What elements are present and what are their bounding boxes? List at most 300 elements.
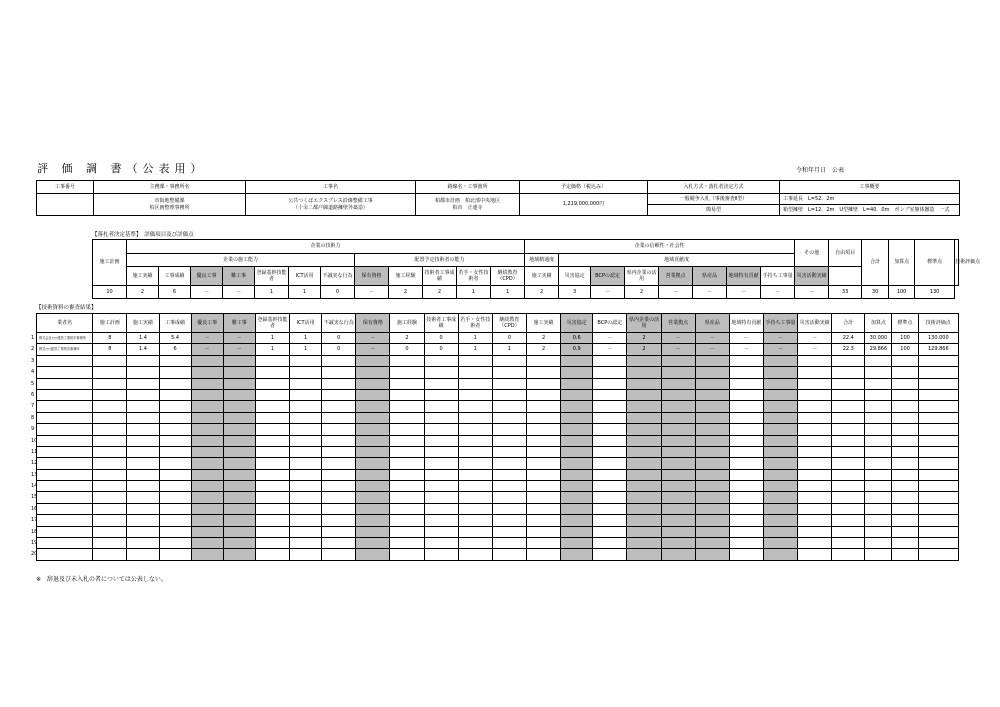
result-value-cell bbox=[93, 549, 127, 560]
result-value-cell: 2 bbox=[526, 333, 560, 344]
result-value-cell bbox=[593, 446, 627, 457]
results-row bbox=[37, 492, 959, 503]
criteria-value: 130 bbox=[915, 286, 955, 299]
result-value-cell bbox=[223, 492, 255, 503]
office-line: 柏区画整理事務所 bbox=[149, 204, 190, 211]
result-value-cell bbox=[223, 446, 255, 457]
result-value-cell: － bbox=[798, 344, 832, 355]
col-header: 施工実績 bbox=[525, 267, 559, 286]
result-value-cell bbox=[661, 424, 695, 435]
result-value-cell bbox=[763, 538, 797, 549]
result-value-cell bbox=[458, 458, 492, 469]
result-value-cell bbox=[390, 469, 424, 480]
result-value-cell: － bbox=[763, 344, 797, 355]
result-value-cell bbox=[390, 538, 424, 549]
result-value-cell bbox=[322, 503, 356, 514]
result-value-cell bbox=[159, 446, 191, 457]
result-value-cell bbox=[290, 538, 322, 549]
result-value-cell bbox=[918, 549, 958, 560]
result-value-cell bbox=[865, 538, 892, 549]
result-value-cell bbox=[892, 503, 918, 514]
result-value-cell bbox=[798, 481, 832, 492]
overview-line: 工事延長 L=52．2m bbox=[780, 194, 960, 205]
result-value-cell bbox=[763, 515, 797, 526]
result-value-cell bbox=[322, 526, 356, 537]
vendor-name-cell bbox=[31, 469, 93, 480]
result-value-cell: － bbox=[191, 344, 223, 355]
result-value-cell: 100 bbox=[892, 333, 918, 344]
result-value-cell bbox=[191, 469, 223, 480]
result-value-cell bbox=[390, 515, 424, 526]
result-value-cell bbox=[458, 378, 492, 389]
result-value-cell bbox=[159, 526, 191, 537]
result-value-cell bbox=[191, 526, 223, 537]
vendor-name-cell bbox=[31, 549, 93, 560]
vendor-name-cell bbox=[31, 492, 93, 503]
result-value-cell bbox=[458, 435, 492, 446]
result-value-cell bbox=[918, 503, 958, 514]
result-value-cell bbox=[93, 446, 127, 457]
result-value-cell bbox=[424, 549, 458, 560]
result-value-cell: 6 bbox=[159, 344, 191, 355]
result-value-cell: 1 bbox=[458, 344, 492, 355]
result-value-cell bbox=[729, 526, 763, 537]
result-value-cell bbox=[892, 401, 918, 412]
result-value-cell: 0 bbox=[424, 333, 458, 344]
result-value-cell bbox=[832, 515, 865, 526]
result-value-cell bbox=[865, 355, 892, 366]
result-value-cell bbox=[492, 503, 526, 514]
result-value-cell bbox=[526, 412, 560, 423]
header-office: 主務課・事務所名 bbox=[94, 181, 246, 194]
result-value-cell bbox=[191, 492, 223, 503]
col-header: 施工経験 bbox=[389, 267, 423, 286]
result-value-cell bbox=[492, 526, 526, 537]
result-value-cell bbox=[561, 412, 593, 423]
result-value-cell bbox=[593, 538, 627, 549]
result-value-cell bbox=[255, 401, 289, 412]
result-value-cell bbox=[561, 492, 593, 503]
result-value-cell bbox=[561, 435, 593, 446]
result-value-cell bbox=[191, 378, 223, 389]
result-value-cell bbox=[763, 435, 797, 446]
result-value-cell bbox=[695, 492, 729, 503]
result-value-cell bbox=[561, 401, 593, 412]
footnote: ※ 辞退及び未入札の者については公表しない。 bbox=[36, 576, 167, 583]
result-value-cell bbox=[526, 549, 560, 560]
result-value-cell bbox=[661, 367, 695, 378]
result-value-cell bbox=[627, 355, 661, 366]
result-value-cell bbox=[390, 481, 424, 492]
criteria-value: 2 bbox=[127, 286, 159, 299]
result-value-cell: － bbox=[763, 333, 797, 344]
result-value-cell bbox=[661, 481, 695, 492]
result-value-cell bbox=[191, 355, 223, 366]
col-bonus: 加算点 bbox=[889, 240, 915, 286]
result-value-cell bbox=[322, 401, 356, 412]
result-value-cell bbox=[356, 458, 390, 469]
result-value-cell bbox=[322, 435, 356, 446]
result-value-cell bbox=[223, 401, 255, 412]
result-value-cell bbox=[290, 424, 322, 435]
result-value-cell: 130.000 bbox=[918, 333, 958, 344]
criteria-value: 2 bbox=[389, 286, 423, 299]
result-value-cell: 2 bbox=[390, 333, 424, 344]
result-value-cell bbox=[290, 446, 322, 457]
vendor-name-cell bbox=[31, 389, 93, 400]
result-value-cell bbox=[356, 481, 390, 492]
result-value-cell bbox=[627, 435, 661, 446]
results-row bbox=[37, 446, 959, 457]
header-overview: 工事概要 bbox=[780, 181, 960, 194]
result-value-cell bbox=[424, 538, 458, 549]
result-value-cell bbox=[159, 401, 191, 412]
results-col-header: 技術評価点 bbox=[918, 314, 958, 333]
result-value-cell bbox=[492, 492, 526, 503]
result-value-cell bbox=[832, 538, 865, 549]
result-value-cell bbox=[127, 446, 159, 457]
result-value-cell bbox=[593, 469, 627, 480]
result-value-cell bbox=[356, 435, 390, 446]
result-value-cell bbox=[763, 549, 797, 560]
result-value-cell bbox=[526, 538, 560, 549]
result-value-cell bbox=[729, 355, 763, 366]
result-value-cell: 1 bbox=[492, 344, 526, 355]
result-value-cell bbox=[661, 355, 695, 366]
result-value-cell bbox=[93, 389, 127, 400]
results-row bbox=[37, 401, 959, 412]
result-value-cell bbox=[593, 481, 627, 492]
result-value-cell bbox=[127, 549, 159, 560]
result-value-cell bbox=[918, 401, 958, 412]
results-col-header: 施工経験 bbox=[390, 314, 424, 333]
result-value-cell: 0 bbox=[492, 333, 526, 344]
result-value-cell bbox=[661, 446, 695, 457]
result-value-cell bbox=[424, 367, 458, 378]
result-value-cell bbox=[798, 367, 832, 378]
result-value-cell bbox=[127, 367, 159, 378]
result-value-cell bbox=[832, 412, 865, 423]
result-value-cell bbox=[918, 538, 958, 549]
result-value-cell bbox=[424, 424, 458, 435]
vendor-name-cell bbox=[31, 446, 93, 457]
result-value-cell bbox=[729, 435, 763, 446]
result-value-cell bbox=[424, 503, 458, 514]
result-value-cell bbox=[763, 355, 797, 366]
result-value-cell bbox=[290, 458, 322, 469]
result-value-cell bbox=[561, 549, 593, 560]
result-value-cell bbox=[191, 367, 223, 378]
result-value-cell bbox=[424, 446, 458, 457]
result-value-cell bbox=[492, 549, 526, 560]
result-value-cell bbox=[492, 435, 526, 446]
result-value-cell bbox=[832, 389, 865, 400]
result-value-cell bbox=[763, 401, 797, 412]
result-value-cell bbox=[322, 389, 356, 400]
results-col-header: 営業拠点 bbox=[661, 314, 695, 333]
result-value-cell bbox=[93, 401, 127, 412]
result-value-cell bbox=[526, 355, 560, 366]
result-value-cell bbox=[865, 481, 892, 492]
result-value-cell bbox=[832, 526, 865, 537]
work-name-line: 公共つくばエクスプレス沿線整備工事 bbox=[288, 198, 373, 204]
result-value-cell bbox=[127, 424, 159, 435]
result-value-cell bbox=[763, 481, 797, 492]
result-value-cell: 2 bbox=[627, 344, 661, 355]
result-value-cell bbox=[593, 515, 627, 526]
row-number: 8 bbox=[31, 414, 35, 421]
result-value-cell bbox=[798, 389, 832, 400]
result-value-cell bbox=[127, 389, 159, 400]
result-value-cell bbox=[695, 435, 729, 446]
result-value-cell bbox=[290, 503, 322, 514]
result-value-cell bbox=[865, 435, 892, 446]
result-value-cell bbox=[695, 378, 729, 389]
results-row bbox=[37, 378, 959, 389]
result-value-cell bbox=[127, 538, 159, 549]
result-value-cell bbox=[798, 458, 832, 469]
row-number: 14 bbox=[31, 483, 38, 490]
result-value-cell bbox=[832, 458, 865, 469]
result-value-cell: 0.6 bbox=[561, 333, 593, 344]
result-value-cell bbox=[93, 412, 127, 423]
result-value-cell bbox=[290, 355, 322, 366]
result-value-cell bbox=[627, 458, 661, 469]
result-value-cell bbox=[127, 412, 159, 423]
result-value-cell bbox=[356, 424, 390, 435]
result-value-cell bbox=[255, 412, 289, 423]
result-value-cell bbox=[223, 378, 255, 389]
result-value-cell bbox=[223, 424, 255, 435]
result-value-cell bbox=[191, 458, 223, 469]
result-value-cell bbox=[526, 401, 560, 412]
result-value-cell bbox=[93, 367, 127, 378]
result-value-cell bbox=[356, 412, 390, 423]
results-row bbox=[37, 333, 959, 344]
method-cell: 一般競争入札（事後審査Ⅱ型） bbox=[648, 194, 780, 205]
result-value-cell bbox=[93, 515, 127, 526]
result-value-cell bbox=[661, 549, 695, 560]
result-value-cell bbox=[159, 469, 191, 480]
result-value-cell bbox=[865, 526, 892, 537]
result-value-cell bbox=[695, 526, 729, 537]
header-method: 入札方式・落札者決定方式 bbox=[648, 181, 780, 194]
result-value-cell bbox=[492, 515, 526, 526]
result-value-cell: － bbox=[223, 333, 255, 344]
result-value-cell bbox=[695, 503, 729, 514]
result-value-cell bbox=[729, 378, 763, 389]
result-value-cell bbox=[918, 412, 958, 423]
result-value-cell: 8 bbox=[93, 333, 127, 344]
result-value-cell bbox=[865, 469, 892, 480]
results-col-header: 優良工事 bbox=[191, 314, 223, 333]
result-value-cell bbox=[290, 549, 322, 560]
result-value-cell bbox=[223, 481, 255, 492]
result-value-cell bbox=[458, 549, 492, 560]
result-value-cell bbox=[832, 378, 865, 389]
result-value-cell bbox=[290, 412, 322, 423]
result-value-cell bbox=[458, 481, 492, 492]
result-value-cell bbox=[526, 446, 560, 457]
result-value-cell bbox=[561, 367, 593, 378]
header-location: 路線名・工事箇所 bbox=[416, 181, 520, 194]
result-value-cell: － bbox=[661, 344, 695, 355]
result-value-cell bbox=[918, 389, 958, 400]
result-value-cell bbox=[255, 389, 289, 400]
results-col-header: 施工計画 bbox=[93, 314, 127, 333]
results-col-header: 手持ち工事量 bbox=[763, 314, 797, 333]
results-row bbox=[37, 503, 959, 514]
result-value-cell bbox=[492, 538, 526, 549]
results-col-header: 標準点 bbox=[892, 314, 918, 333]
result-value-cell bbox=[424, 526, 458, 537]
results-row bbox=[37, 481, 959, 492]
result-value-cell bbox=[458, 401, 492, 412]
result-value-cell bbox=[526, 389, 560, 400]
results-col-header: 不誠実な行為 bbox=[322, 314, 356, 333]
result-value-cell bbox=[255, 469, 289, 480]
result-value-cell bbox=[627, 515, 661, 526]
result-value-cell bbox=[424, 412, 458, 423]
result-value-cell bbox=[695, 424, 729, 435]
criteria-value: 100 bbox=[889, 286, 915, 299]
result-value-cell bbox=[93, 538, 127, 549]
result-value-cell bbox=[492, 458, 526, 469]
result-value-cell bbox=[798, 492, 832, 503]
work-number-cell bbox=[37, 194, 94, 216]
results-row bbox=[37, 435, 959, 446]
result-value-cell bbox=[593, 367, 627, 378]
result-value-cell bbox=[356, 549, 390, 560]
result-value-cell bbox=[627, 538, 661, 549]
result-value-cell bbox=[526, 469, 560, 480]
result-value-cell bbox=[290, 378, 322, 389]
results-row bbox=[37, 367, 959, 378]
result-value-cell bbox=[526, 424, 560, 435]
result-value-cell bbox=[390, 367, 424, 378]
result-value-cell bbox=[561, 469, 593, 480]
result-value-cell bbox=[290, 367, 322, 378]
decision-method-cell: 簡易型 bbox=[648, 205, 780, 216]
result-value-cell bbox=[763, 492, 797, 503]
results-col-header: 技術者工事成績 bbox=[424, 314, 458, 333]
result-value-cell bbox=[918, 355, 958, 366]
criteria-value: 33 bbox=[829, 286, 862, 299]
result-value-cell bbox=[627, 424, 661, 435]
result-value-cell bbox=[561, 424, 593, 435]
results-row bbox=[37, 549, 959, 560]
result-value-cell bbox=[390, 526, 424, 537]
result-value-cell bbox=[159, 515, 191, 526]
result-value-cell bbox=[492, 469, 526, 480]
row-number: 2 bbox=[31, 346, 35, 353]
result-value-cell bbox=[695, 446, 729, 457]
result-value-cell bbox=[763, 378, 797, 389]
result-value-cell bbox=[892, 469, 918, 480]
row-number: 18 bbox=[31, 528, 38, 535]
result-value-cell bbox=[159, 538, 191, 549]
row-number: 9 bbox=[31, 426, 35, 433]
col-header: 若手・女性技術者 bbox=[457, 267, 491, 286]
result-value-cell bbox=[458, 492, 492, 503]
col-header: 施工実績 bbox=[127, 267, 159, 286]
result-value-cell bbox=[729, 481, 763, 492]
result-value-cell: － bbox=[695, 344, 729, 355]
result-value-cell bbox=[458, 412, 492, 423]
result-value-cell bbox=[93, 492, 127, 503]
result-value-cell bbox=[390, 446, 424, 457]
result-value-cell bbox=[290, 469, 322, 480]
col-header: 継続教育（CPD） bbox=[491, 267, 525, 286]
result-value-cell bbox=[127, 515, 159, 526]
result-value-cell bbox=[865, 503, 892, 514]
result-value-cell: － bbox=[729, 344, 763, 355]
result-value-cell bbox=[390, 549, 424, 560]
result-value-cell bbox=[561, 378, 593, 389]
vendor-name: 株式○○建設工業柏市事務所 bbox=[39, 347, 80, 352]
result-value-cell bbox=[356, 538, 390, 549]
result-value-cell: 0 bbox=[390, 344, 424, 355]
result-value-cell bbox=[561, 355, 593, 366]
result-value-cell bbox=[93, 526, 127, 537]
result-value-cell bbox=[798, 401, 832, 412]
result-value-cell bbox=[424, 469, 458, 480]
result-value-cell bbox=[424, 389, 458, 400]
result-value-cell: － bbox=[223, 344, 255, 355]
result-value-cell bbox=[627, 446, 661, 457]
result-value-cell bbox=[424, 435, 458, 446]
result-value-cell bbox=[832, 355, 865, 366]
result-value-cell bbox=[424, 355, 458, 366]
result-value-cell bbox=[892, 367, 918, 378]
result-value-cell bbox=[865, 549, 892, 560]
result-value-cell bbox=[627, 503, 661, 514]
criteria-value: 2 bbox=[423, 286, 457, 299]
result-value-cell bbox=[729, 424, 763, 435]
result-value-cell: 1 bbox=[255, 344, 289, 355]
result-value-cell bbox=[593, 458, 627, 469]
result-value-cell bbox=[223, 549, 255, 560]
result-value-cell: － bbox=[695, 333, 729, 344]
results-label: 【技術資料の審査結果】 bbox=[36, 305, 97, 311]
header-work-name: 工事名 bbox=[246, 181, 416, 194]
result-value-cell bbox=[492, 424, 526, 435]
result-value-cell bbox=[729, 538, 763, 549]
page-title: 評 価 調 書（公表用） bbox=[37, 162, 207, 175]
result-value-cell bbox=[127, 435, 159, 446]
result-value-cell bbox=[322, 367, 356, 378]
sub-contribution: 地域貢献度 bbox=[559, 254, 795, 267]
result-value-cell bbox=[918, 367, 958, 378]
result-value-cell bbox=[458, 389, 492, 400]
result-value-cell bbox=[526, 458, 560, 469]
results-row bbox=[37, 515, 959, 526]
result-value-cell bbox=[191, 424, 223, 435]
criteria-value: － bbox=[591, 286, 625, 299]
result-value-cell bbox=[127, 503, 159, 514]
results-row bbox=[37, 458, 959, 469]
result-value-cell bbox=[492, 367, 526, 378]
group-free: 自由項目 bbox=[829, 240, 862, 267]
result-value-cell bbox=[93, 469, 127, 480]
result-value-cell bbox=[159, 492, 191, 503]
result-value-cell bbox=[492, 355, 526, 366]
row-number: 3 bbox=[31, 357, 35, 364]
result-value-cell bbox=[627, 412, 661, 423]
result-value-cell bbox=[832, 481, 865, 492]
vendor-name-cell bbox=[31, 538, 93, 549]
summary-table bbox=[36, 180, 960, 216]
